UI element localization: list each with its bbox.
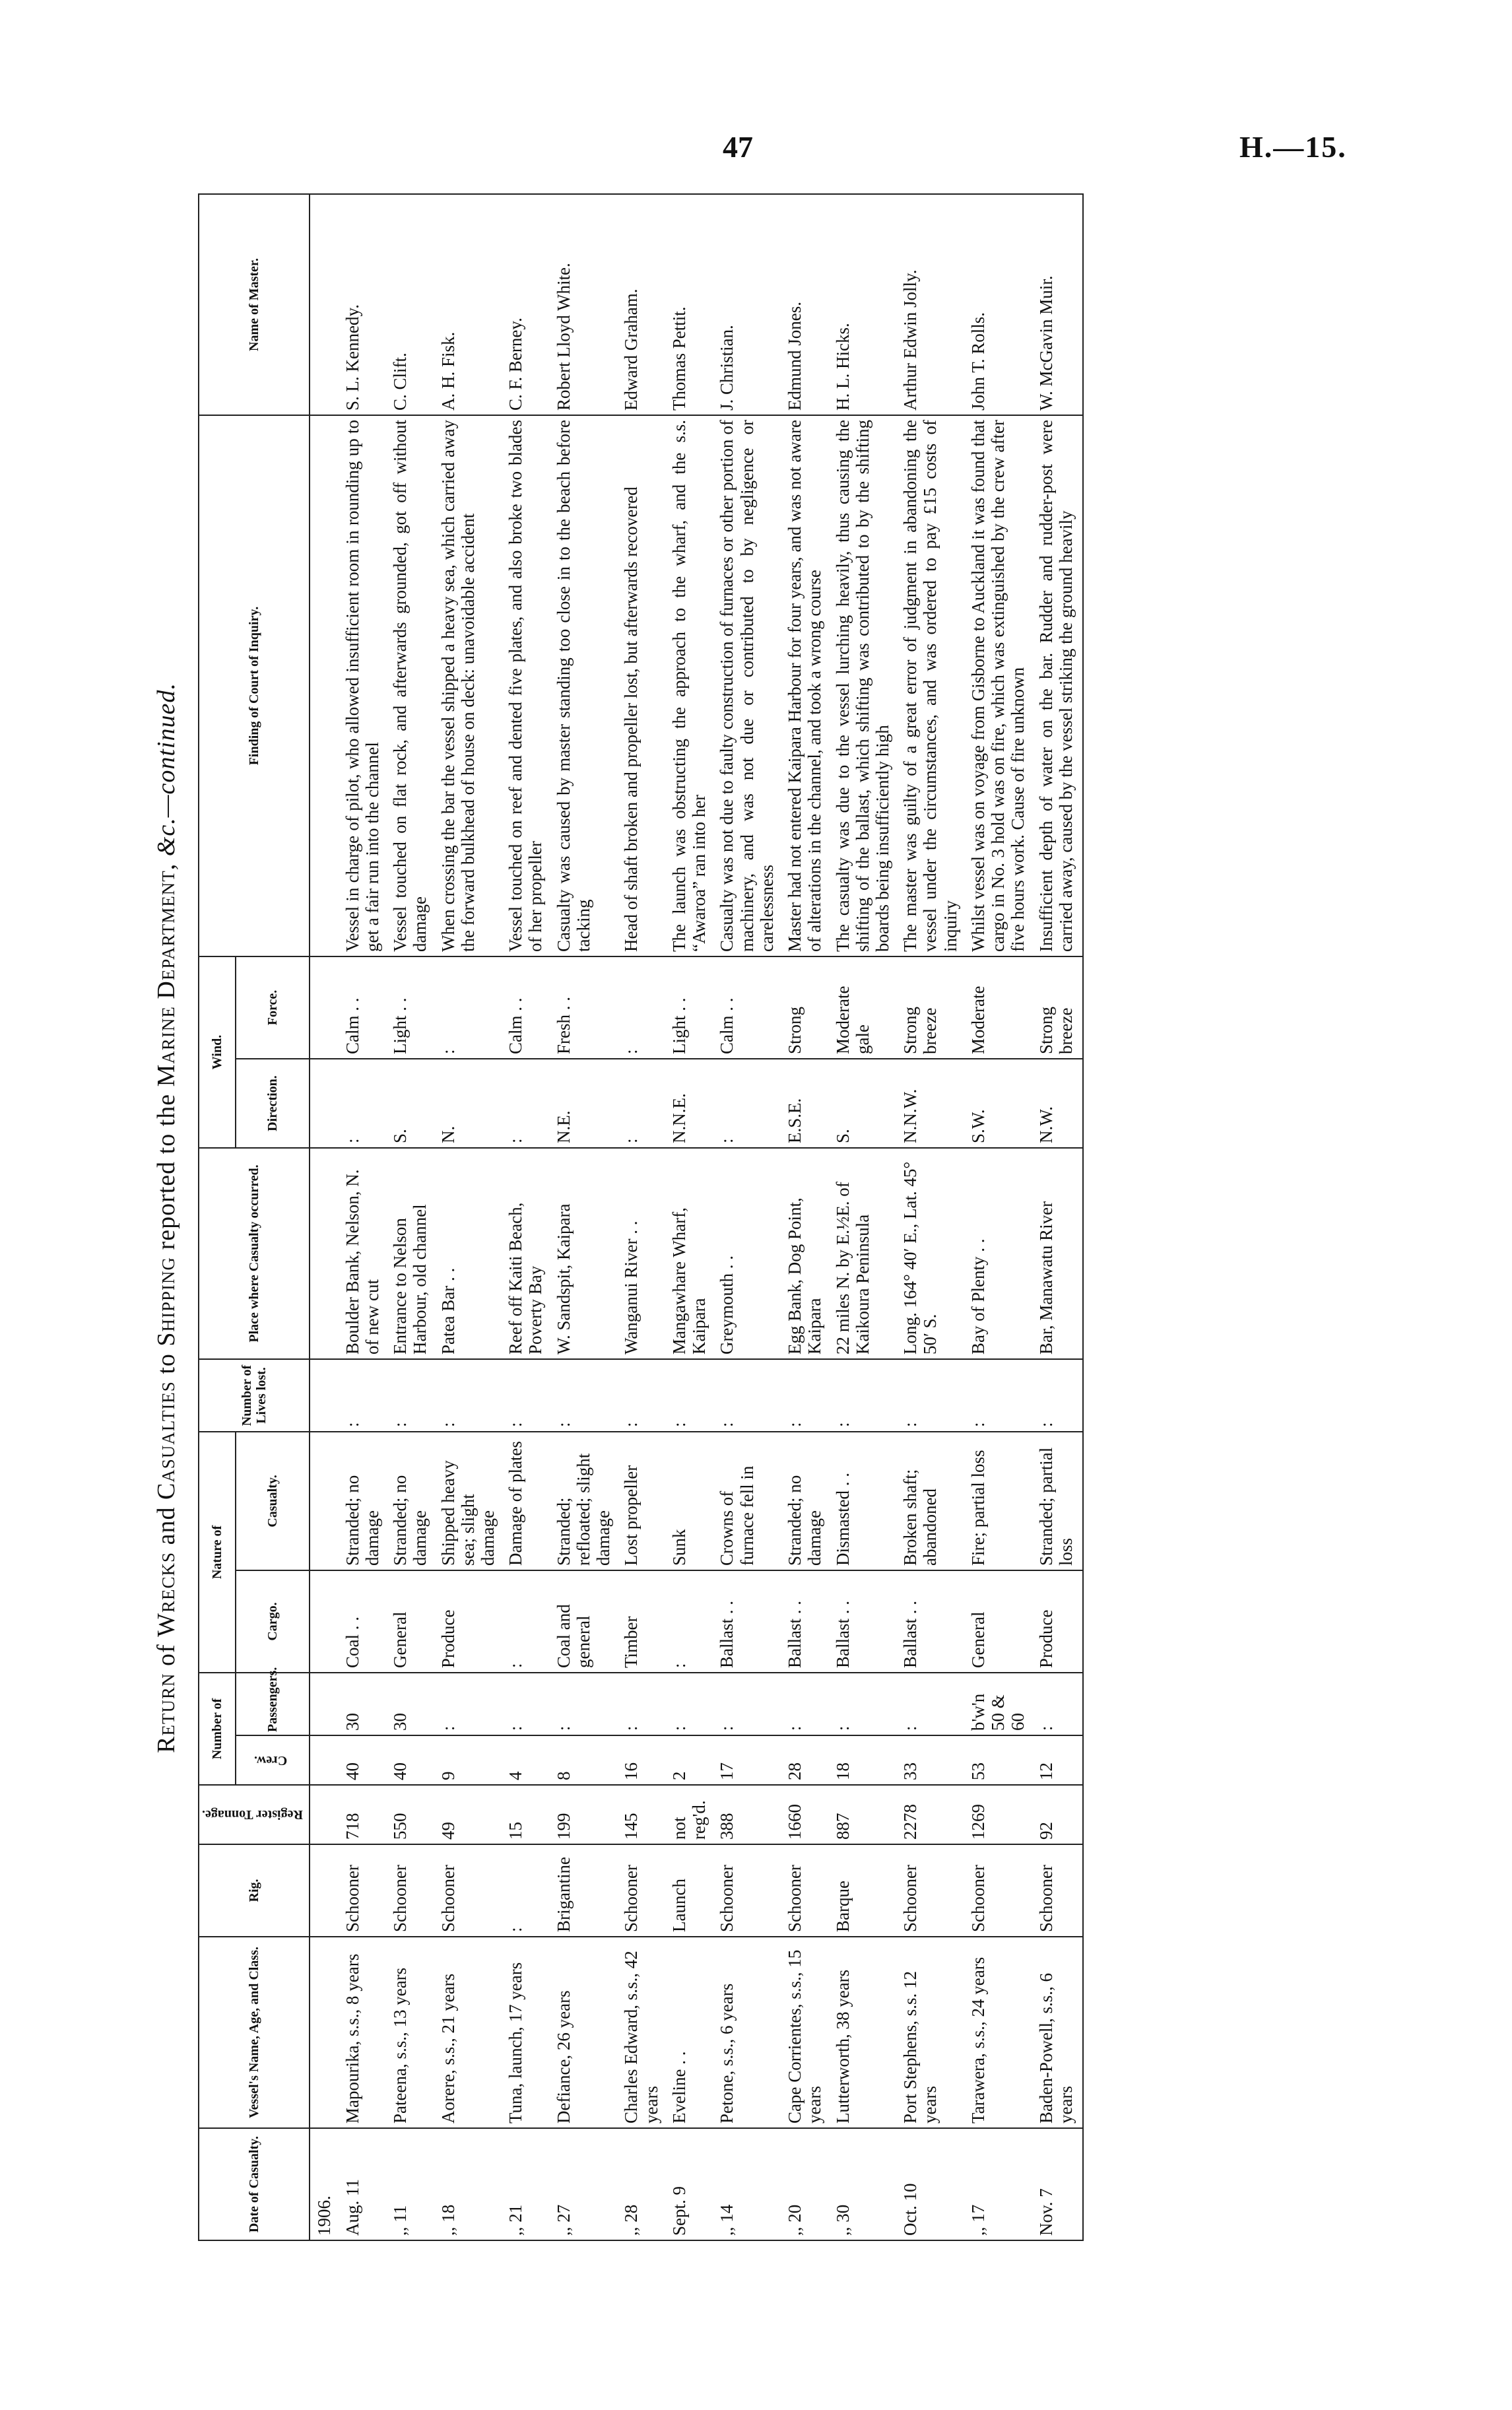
table-cell: :	[668, 1570, 715, 1673]
table-cell: Petone, s.s., 6 years	[715, 1937, 783, 2128]
table-cell: Nov. 7	[1035, 2128, 1083, 2240]
table-cell: Casualty was not due to faulty construction of furnaces or other portion of machinery, and was not due or contributed to by negligence or carelessness	[715, 415, 783, 956]
table-cell: S.W.	[967, 1059, 1035, 1148]
col-date: Date of Casualty.	[199, 2128, 310, 2240]
table-cell: Casualty was caused by master standing too close in to the beach before tacking	[552, 415, 620, 956]
table-cell: Produce	[1035, 1570, 1083, 1673]
table-row	[341, 194, 389, 2240]
table-cell: :	[341, 1359, 389, 1432]
table-cell: :	[832, 1359, 900, 1432]
table-cell: Tarawera, s.s., 24 years	[967, 1937, 1035, 2128]
table-cell: :	[504, 1570, 552, 1673]
table-cell: :	[899, 1673, 967, 1735]
table-row	[504, 194, 552, 2240]
table-cell: 22 miles N. by E.½E. of Kaikoura Peninsula	[832, 1148, 900, 1359]
table-cell: Strong breeze	[1035, 956, 1083, 1059]
table-cell: Coal and general	[552, 1570, 620, 1673]
table-cell: :	[668, 1359, 715, 1432]
table-row	[668, 194, 715, 2240]
table-cell: S.	[389, 1059, 436, 1148]
table-cell	[310, 1844, 341, 1937]
table-cell: S. L. Kennedy.	[341, 194, 389, 415]
table-cell	[310, 1359, 341, 1432]
table-cell: Dismasted . .	[832, 1432, 900, 1570]
table-cell: 16	[620, 1735, 667, 1785]
table-cell: 49	[437, 1785, 505, 1844]
table-cell: Coal . .	[341, 1570, 389, 1673]
table-cell: Fresh . .	[552, 956, 620, 1059]
table-row	[832, 194, 900, 2240]
table-cell: 9	[437, 1735, 505, 1785]
year-row	[310, 194, 341, 2240]
table-title: Return of Wrecks and Casualties to Shipping reported to the Marine Department, &c.—continued.	[152, 683, 180, 1753]
table-cell: Defiance, 26 years	[552, 1937, 620, 2128]
table-cell: Calm . .	[715, 956, 783, 1059]
table-cell: N.	[437, 1059, 505, 1148]
table-cell: Master had not entered Kaipara Harbour for four years, and was not aware of alterations in the channel, and took a wrong course	[783, 415, 831, 956]
table-cell: Arthur Edwin Jolly.	[899, 194, 967, 415]
table-cell: Thomas Pettit.	[668, 194, 715, 415]
table-cell: Schooner	[389, 1844, 436, 1937]
table-cell: not reg'd.	[668, 1785, 715, 1844]
table-cell: Greymouth . .	[715, 1148, 783, 1359]
table-cell: 30	[341, 1673, 389, 1735]
table-cell: Entrance to Nelson Harbour, old channel	[389, 1148, 436, 1359]
table-cell: Whilst vessel was on voyage from Gisborne to Auckland it was found that cargo in No. 3 hold was on fire, which was extinguished by the crew after five hours work. Cause of fire unknown	[967, 415, 1035, 956]
table-cell: 8	[552, 1735, 620, 1785]
table-cell: 388	[715, 1785, 783, 1844]
table-row	[715, 194, 783, 2240]
table-cell: :	[1035, 1359, 1083, 1432]
table-cell: 1269	[967, 1785, 1035, 1844]
col-cargo: Cargo.	[236, 1570, 310, 1673]
table-cell: Schooner	[967, 1844, 1035, 1937]
table-cell: Tuna, launch, 17 years	[504, 1937, 552, 2128]
table-cell: :	[437, 956, 505, 1059]
table-cell: Schooner	[899, 1844, 967, 1937]
col-force: Force.	[236, 956, 310, 1059]
col-place: Place where Casualty occurred.	[199, 1148, 310, 1359]
table-cell: ,, 17	[967, 2128, 1035, 2240]
table-cell: When crossing the bar the vessel shipped a heavy sea, which carried away the forward bulkhead of house on deck: unavoidable accident	[437, 415, 505, 956]
table-cell: Robert Lloyd White.	[552, 194, 620, 415]
table-cell: :	[341, 1059, 389, 1148]
table-cell: :	[552, 1673, 620, 1735]
table-row	[1035, 194, 1083, 2240]
table-cell: Ballast . .	[899, 1570, 967, 1673]
table-cell	[310, 1937, 341, 2128]
table-cell: Boulder Bank, Nelson, N. of new cut	[341, 1148, 389, 1359]
table-cell: Long. 164° 40′ E., Lat. 45° 50′ S.	[899, 1148, 967, 1359]
table-cell: Light . .	[389, 956, 436, 1059]
table-cell: 17	[715, 1735, 783, 1785]
table-cell: Schooner	[715, 1844, 783, 1937]
table-cell: Strong breeze	[899, 956, 967, 1059]
table-cell: Schooner	[1035, 1844, 1083, 1937]
table-cell: Shipped heavy sea; slight damage	[437, 1432, 505, 1570]
table-cell: Moderate gale	[832, 956, 900, 1059]
table-cell: 1660	[783, 1785, 831, 1844]
table-cell: :	[967, 1359, 1035, 1432]
table-cell: Eveline . .	[668, 1937, 715, 2128]
table-cell: Egg Bank, Dog Point, Kaipara	[783, 1148, 831, 1359]
table-cell: :	[899, 1359, 967, 1432]
table-cell: :	[620, 1673, 667, 1735]
table-cell: :	[437, 1673, 505, 1735]
table-cell: N.W.	[1035, 1059, 1083, 1148]
col-number-of: Number of	[199, 1673, 236, 1785]
table-cell: Edmund Jones.	[783, 194, 831, 415]
table-cell: :	[783, 1673, 831, 1735]
table-cell: ,, 18	[437, 2128, 505, 2240]
table-cell: :	[552, 1359, 620, 1432]
table-cell: Brigantine	[552, 1844, 620, 1937]
table-cell: 550	[389, 1785, 436, 1844]
table-cell	[310, 194, 341, 415]
table-cell: 18	[832, 1735, 900, 1785]
table-cell: Sept. 9	[668, 2128, 715, 2240]
table-cell: Schooner	[437, 1844, 505, 1937]
table-cell: Stranded; refloated; slight damage	[552, 1432, 620, 1570]
table-cell: Schooner	[783, 1844, 831, 1937]
table-cell: 15	[504, 1785, 552, 1844]
table-cell: 12	[1035, 1735, 1083, 1785]
table-cell: Crowns of furnace fell in	[715, 1432, 783, 1570]
table-cell: Fire; partial loss	[967, 1432, 1035, 1570]
table-cell: Aug. 11	[341, 2128, 389, 2240]
col-vessel: Vessel's Name, Age, and Class.	[199, 1937, 310, 2128]
table-row	[783, 194, 831, 2240]
table-cell: Produce	[437, 1570, 505, 1673]
table-cell: Port Stephens, s.s. 12 years	[899, 1937, 967, 2128]
table-cell: Wanganui River . .	[620, 1148, 667, 1359]
table-row	[967, 194, 1035, 2240]
col-crew: Crew.	[236, 1735, 310, 1785]
table-cell: Strong	[783, 956, 831, 1059]
table-cell: 28	[783, 1735, 831, 1785]
table-cell	[310, 1673, 341, 1735]
table-cell: :	[504, 1059, 552, 1148]
table-cell: Broken shaft; abandoned	[899, 1432, 967, 1570]
table-cell: N.E.	[552, 1059, 620, 1148]
page-number: 47	[723, 130, 753, 164]
table-cell: 92	[1035, 1785, 1083, 1844]
table-cell: Mangawhare Wharf, Kaipara	[668, 1148, 715, 1359]
table-cell: :	[832, 1673, 900, 1735]
table-row	[389, 194, 436, 2240]
table-cell: Bay of Plenty . .	[967, 1148, 1035, 1359]
table-cell: W. Sandspit, Kaipara	[552, 1148, 620, 1359]
table-cell: The casualty was due to the vessel lurching heavily, thus causing the shifting of the ballast, which shifting was contributed to by the shifting boards being insufficiently high	[832, 415, 900, 956]
table-cell	[310, 1432, 341, 1570]
table-cell: 40	[341, 1735, 389, 1785]
table-cell: :	[1035, 1673, 1083, 1735]
table-cell: Insufficient depth of water on the bar. Rudder and rudder-post were carried away, caused by the vessel striking the ground heavily	[1035, 415, 1083, 956]
table-cell: 53	[967, 1735, 1035, 1785]
table-cell: :	[620, 1059, 667, 1148]
table-cell: Light . .	[668, 956, 715, 1059]
table-cell: Ballast . .	[783, 1570, 831, 1673]
table-cell: Sunk	[668, 1432, 715, 1570]
table-cell	[310, 1735, 341, 1785]
table-cell: A. H. Fisk.	[437, 194, 505, 415]
table-cell: Pateena, s.s., 13 years	[389, 1937, 436, 2128]
table-cell: Patea Bar . .	[437, 1148, 505, 1359]
table-cell: E.S.E.	[783, 1059, 831, 1148]
table-cell: b'w'n 50 & 60	[967, 1673, 1035, 1735]
table-cell: 2	[668, 1735, 715, 1785]
table-cell: ,, 27	[552, 2128, 620, 2240]
parliamentary-reference: H.—15.	[1239, 130, 1347, 164]
table-cell: Aorere, s.s., 21 years	[437, 1937, 505, 2128]
table-cell: Ballast . .	[832, 1570, 900, 1673]
table-cell: Damage of plates	[504, 1432, 552, 1570]
table-cell: :	[620, 956, 667, 1059]
col-wind: Wind.	[199, 956, 236, 1148]
col-nature-of: Nature of	[199, 1432, 236, 1673]
table-cell: Lutterworth, 38 years	[832, 1937, 900, 2128]
table-cell	[310, 1148, 341, 1359]
table-cell: ,, 11	[389, 2128, 436, 2240]
table-cell: Charles Edward, s.s., 42 years	[620, 1937, 667, 2128]
table-cell: Bar, Manawatu River	[1035, 1148, 1083, 1359]
table-cell: :	[715, 1673, 783, 1735]
table-cell: :	[504, 1359, 552, 1432]
table-cell: W. McGavin Muir.	[1035, 194, 1083, 415]
table-cell: :	[389, 1359, 436, 1432]
table-cell	[310, 415, 341, 956]
table-cell: 2278	[899, 1785, 967, 1844]
col-direction: Direction.	[236, 1059, 310, 1148]
table-cell: Oct. 10	[899, 2128, 967, 2240]
table-cell: Schooner	[620, 1844, 667, 1937]
table-cell: Vessel in charge of pilot, who allowed insufficient room in rounding up to get a fair run into the channel	[341, 415, 389, 956]
table-cell: :	[715, 1059, 783, 1148]
table-cell: Vessel touched on reef and dented five plates, and also broke two blades of her propeller	[504, 415, 552, 956]
table-cell: John T. Rolls.	[967, 194, 1035, 415]
table-cell: Edward Graham.	[620, 194, 667, 415]
table-row	[899, 194, 967, 2240]
table-row	[620, 194, 667, 2240]
table-cell: Baden-Powell, s.s., 6 years	[1035, 1937, 1083, 2128]
table-cell: H. L. Hicks.	[832, 194, 900, 415]
table-cell: 33	[899, 1735, 967, 1785]
table-cell: 199	[552, 1785, 620, 1844]
table-cell: The launch was obstructing the approach to the wharf, and the s.s. “Awaroa” ran into her	[668, 415, 715, 956]
table-cell: 887	[832, 1785, 900, 1844]
table-cell	[310, 1059, 341, 1148]
year-cell: 1906.	[310, 2128, 341, 2240]
table-cell: 30	[389, 1673, 436, 1735]
table-cell: C. F. Berney.	[504, 194, 552, 415]
table-cell: ,, 21	[504, 2128, 552, 2240]
table-cell: C. Clift.	[389, 194, 436, 415]
table-cell: :	[668, 1673, 715, 1735]
col-rig: Rig.	[199, 1844, 310, 1937]
col-master: Name of Master.	[199, 194, 310, 415]
col-tonnage: Register Tonnage.	[199, 1785, 310, 1844]
table-cell: 4	[504, 1735, 552, 1785]
table-cell: N.N.E.	[668, 1059, 715, 1148]
table-cell: Timber	[620, 1570, 667, 1673]
table-cell: Cape Corrientes, s.s., 15 years	[783, 1937, 831, 2128]
table-cell	[310, 1570, 341, 1673]
table-cell: ,, 30	[832, 2128, 900, 2240]
table-cell: Vessel touched on flat rock, and afterwards grounded, got off without damage	[389, 415, 436, 956]
table-cell: Mapourika, s.s., 8 years	[341, 1937, 389, 2128]
table-cell: General	[389, 1570, 436, 1673]
table-cell: Stranded; partial loss	[1035, 1432, 1083, 1570]
table-cell: S.	[832, 1059, 900, 1148]
table-cell: Barque	[832, 1844, 900, 1937]
table-cell	[310, 1785, 341, 1844]
table-cell: Schooner	[341, 1844, 389, 1937]
table-cell: J. Christian.	[715, 194, 783, 415]
table-cell: :	[504, 1673, 552, 1735]
table-cell: :	[620, 1359, 667, 1432]
table-cell: ,, 28	[620, 2128, 667, 2240]
rotated-table-page	[152, 195, 1287, 2241]
table-cell: Head of shaft broken and propeller lost, but afterwards recovered	[620, 415, 667, 956]
table-cell: :	[504, 1844, 552, 1937]
table-cell: :	[783, 1359, 831, 1432]
table-cell: Moderate	[967, 956, 1035, 1059]
col-lives: Number of Lives lost.	[199, 1359, 310, 1432]
table-cell: Ballast . .	[715, 1570, 783, 1673]
table-cell: Stranded; no damage	[389, 1432, 436, 1570]
table-cell: The master was guilty of a great error of judgment in abandoning the vessel under the circumstances, and was ordered to pay £15 costs of inquiry	[899, 415, 967, 956]
table-cell: Stranded; no damage	[783, 1432, 831, 1570]
table-cell: :	[437, 1359, 505, 1432]
table-cell: Reef off Kaiti Beach, Poverty Bay	[504, 1148, 552, 1359]
table-cell: Lost propeller	[620, 1432, 667, 1570]
table-cell: 40	[389, 1735, 436, 1785]
table-cell: 718	[341, 1785, 389, 1844]
col-passengers: Passengers.	[236, 1673, 310, 1735]
table-cell: ,, 14	[715, 2128, 783, 2240]
table-cell	[310, 956, 341, 1059]
table-cell: ,, 20	[783, 2128, 831, 2240]
table-cell: :	[715, 1359, 783, 1432]
table-cell: Calm . .	[341, 956, 389, 1059]
table-cell: N.N.W.	[899, 1059, 967, 1148]
table-cell: General	[967, 1570, 1035, 1673]
col-casualty: Casualty.	[236, 1432, 310, 1570]
casualty-table	[198, 193, 1084, 2241]
table-cell: Calm . .	[504, 956, 552, 1059]
table-cell: Launch	[668, 1844, 715, 1937]
table-cell: Stranded; no damage	[341, 1432, 389, 1570]
col-finding: Finding of Court of Inquiry.	[199, 415, 310, 956]
table-row	[437, 194, 505, 2240]
table-cell: 145	[620, 1785, 667, 1844]
table-row	[552, 194, 620, 2240]
